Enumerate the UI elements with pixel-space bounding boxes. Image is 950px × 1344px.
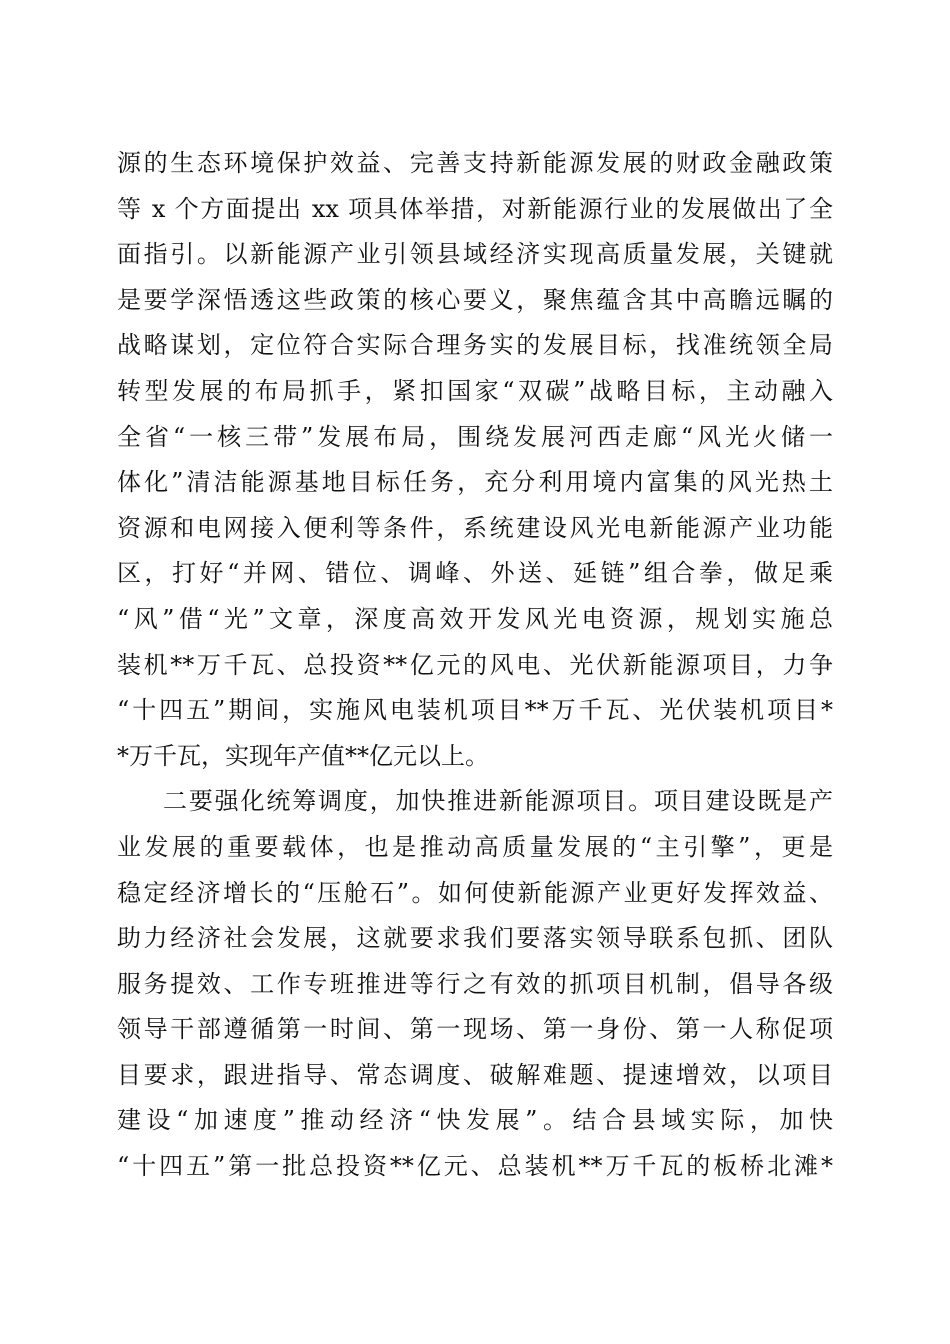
text-line: “十四五”第一批总投资**亿元、总装机**万千瓦的板桥北滩*: [117, 1152, 833, 1181]
text-line: 服务提效、工作专班推进等行之有效的抓项目机制，倡导各级: [117, 969, 833, 998]
text-line: 资源和电网接入便利等条件，系统建设风光电新能源产业功能: [117, 513, 833, 542]
text-line: 源的生态环境保护效益、完善支持新能源发展的财政金融政策: [117, 149, 833, 177]
text-line: 区，打好“并网、错位、调峰、外送、延链”组合拳，做足乘: [117, 559, 833, 588]
text-line: 是要学深悟透这些政策的核心要义，聚焦蕴含其中高瞻远瞩的: [117, 285, 833, 314]
text-line: 等 x 个方面提出 xx 项具体举措，对新能源行业的发展做出了全: [117, 194, 833, 223]
text-line: 业发展的重要载体，也是推动高质量发展的“主引擎”，更是: [117, 832, 833, 861]
text-line: 领导干部遵循第一时间、第一现场、第一身份、第一人称促项: [117, 1015, 833, 1044]
text-line: “十四五”期间，实施风电装机项目**万千瓦、光伏装机项目*: [117, 696, 833, 725]
text-line: 目要求，跟进指导、常态调度、破解难题、提速增效，以项目: [117, 1060, 833, 1089]
text-line: 装机**万千瓦、总投资**亿元的风电、光伏新能源项目，力争: [117, 650, 833, 679]
paragraph-start-line: 二要强化统筹调度，加快推进新能源项目。项目建设既是产: [163, 787, 833, 816]
text-line: 助力经济社会发展，这就要求我们要落实领导联系包抓、团队: [117, 924, 833, 953]
text-line: 全省“一核三带”发展布局，围绕发展河西走廊“风光火储一: [117, 422, 833, 451]
text-line: “风”借“光”文章，深度高效开发风光电资源，规划实施总: [117, 604, 833, 633]
text-line: 转型发展的布局抓手，紧扣国家“双碳”战略目标，主动融入: [117, 376, 833, 405]
text-line: 体化”清洁能源基地目标任务，充分利用境内富集的风光热土: [117, 468, 833, 497]
text-line: 建设“加速度”推动经济“快发展”。结合县域实际，加快: [117, 1106, 833, 1135]
document-body: [117, 141, 833, 1190]
text-line: 面指引。以新能源产业引领县域经济实现高质量发展，关键就: [117, 240, 833, 269]
text-line: 战略谋划，定位符合实际合理务实的发展目标，找准统领全局: [117, 331, 833, 360]
text-line: 稳定经济增长的“压舱石”。如何使新能源产业更好发挥效益、: [117, 878, 833, 907]
paragraph-end-line: *万千瓦，实现年产值**亿元以上。: [117, 741, 489, 770]
